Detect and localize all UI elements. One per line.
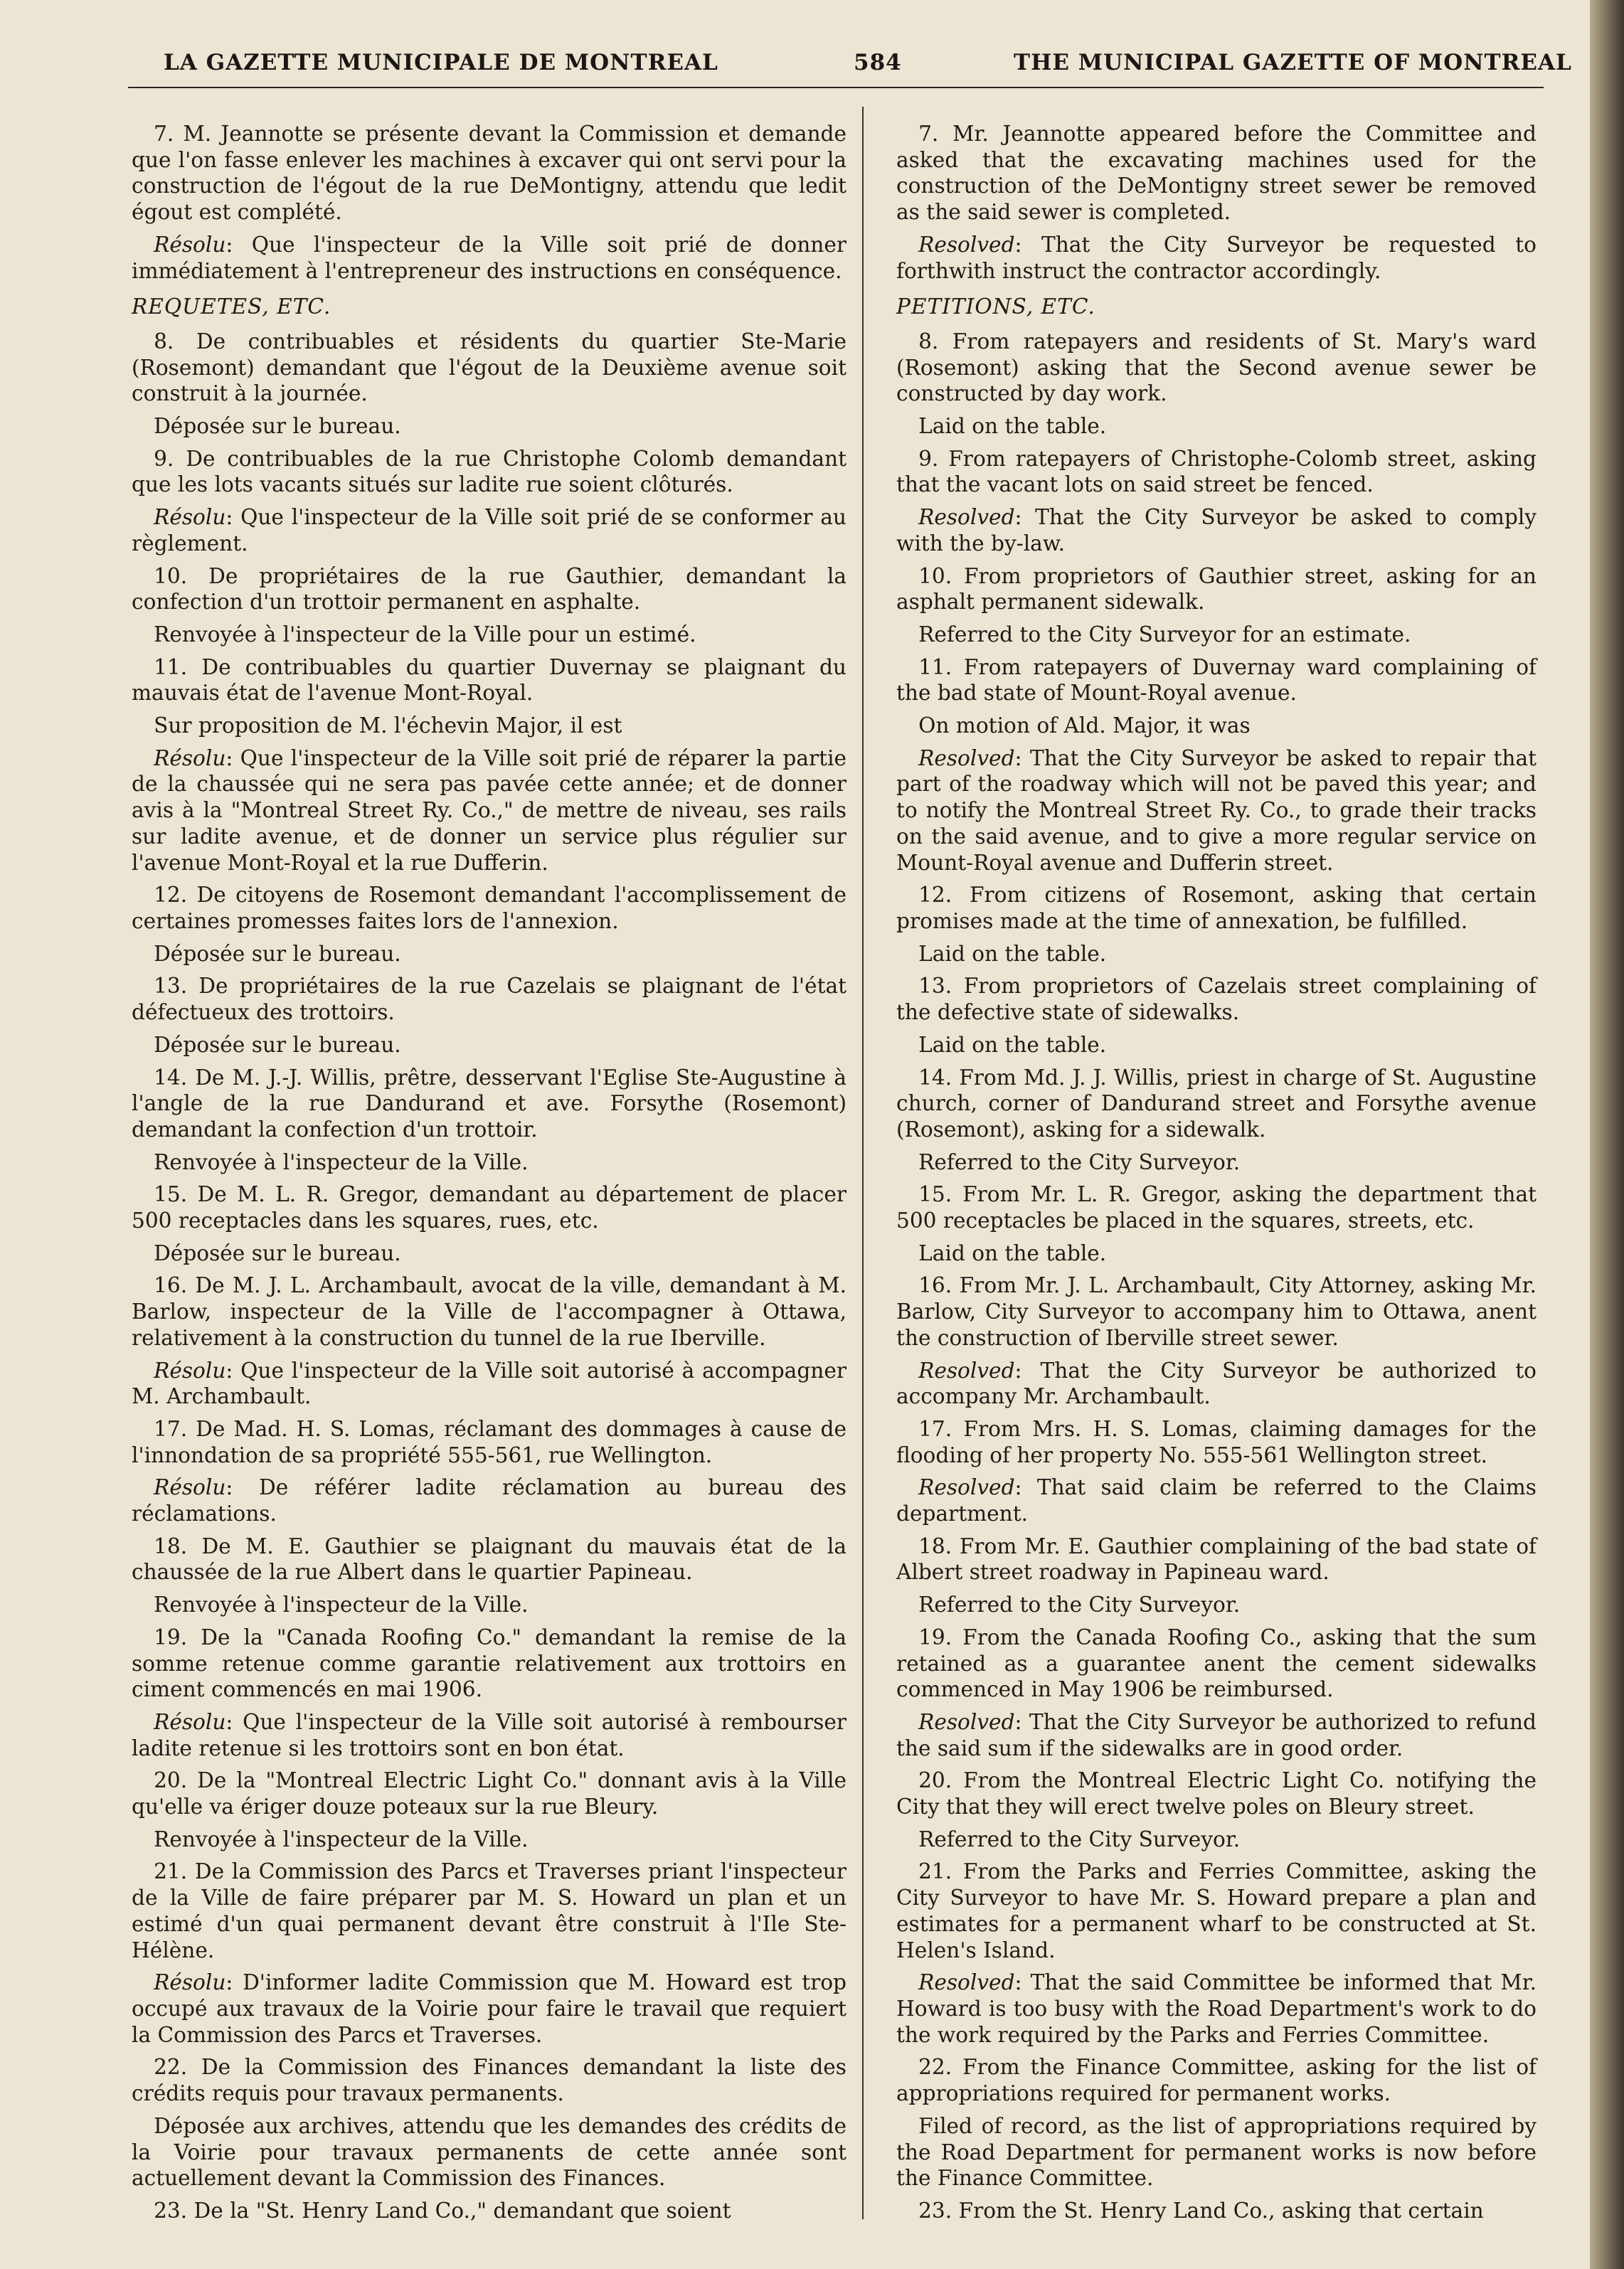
en-item-10: 10. From proprietors of Gauthier street, asking for an asphalt permanent sidewalk.: [896, 563, 1537, 615]
fr-item-9: 9. De contribuables de la rue Christophe Colomb demandant que les lots vacants situés sur ladite rue soient clôturés.: [132, 446, 847, 497]
resolution-label: Resolved: [918, 1970, 1015, 1995]
fr-item-7-resolution: [132, 232, 847, 284]
fr-item-22: 22. De la Commission des Finances demandant la liste des crédits requis pour travaux permanents.: [132, 2055, 847, 2106]
fr-item-8-action: Déposée sur le bureau.: [154, 414, 401, 439]
resolution-text: : D'informer ladite Commission que M. Howard est trop occupé aux travaux de la Voirie pour faire le travail que requiert la Commission des Parcs et Traverses.: [132, 1970, 847, 2047]
en-item-13: 13. From proprietors of Cazelais street complaining of the defective state of sidewalks.: [896, 974, 1537, 1025]
fr-item-12: 12. De citoyens de Rosemont demandant l'accomplissement de certaines promesses faites lors de l'annexion.: [132, 883, 847, 933]
en-item-18-action: Referred to the City Surveyor.: [918, 1593, 1241, 1617]
fr-item-15-action: Déposée sur le bureau.: [154, 1240, 401, 1265]
en-item-19-resolution: [896, 1709, 1537, 1761]
fr-item-10-action: Renvoyée à l'inspecteur de la Ville pour un estimé.: [154, 622, 696, 647]
column-divider: [862, 107, 864, 2219]
resolution-text: : That the City Surveyor be authorized to accompany Mr. Archambault.: [896, 1358, 1537, 1409]
en-item-15-action: Laid on the table.: [918, 1240, 1107, 1265]
en-item-22: 22. From the Finance Committee, asking for the list of appropriations required for permanent works.: [896, 2055, 1537, 2106]
fr-item-13-action: Déposée sur le bureau.: [154, 1032, 401, 1057]
french-column: [132, 121, 847, 2231]
en-item-9: 9. From ratepayers of Christophe-Colomb street, asking that the vacant lots on said street be fenced.: [896, 446, 1537, 497]
resolution-text: : That the said Committee be informed that Mr. Howard is too busy with the Road Department's work to do the work required by the Parks and Ferries Committee.: [896, 1970, 1537, 2047]
header-french-title: LA GAZETTE MUNICIPALE DE MONTREAL: [164, 50, 718, 75]
en-item-16: 16. From Mr. J. L. Archambault, City Attorney, asking Mr. Barlow, City Surveyor to accompany him to Ottawa, anent the construction of Iberville street sewer.: [896, 1273, 1537, 1350]
en-item-17: 17. From Mrs. H. S. Lomas, claiming damages for the flooding of her property No. 555-561 Wellington street.: [896, 1416, 1537, 1467]
resolution-text: : That said claim be referred to the Claims department.: [896, 1475, 1537, 1526]
fr-item-19-resolution: [132, 1709, 847, 1761]
fr-item-13: 13. De propriétaires de la rue Cazelais se plaignant de l'état défectueux des trottoirs.: [132, 974, 847, 1025]
resolution-label: Résolu: [154, 505, 226, 530]
resolution-text: : Que l'inspecteur de la Ville soit autorisé à accompagner M. Archambault.: [132, 1358, 847, 1409]
resolution-label: Résolu: [154, 1358, 226, 1383]
fr-item-14-action: Renvoyée à l'inspecteur de la Ville.: [154, 1149, 529, 1174]
en-item-10-action: Referred to the City Surveyor for an estimate.: [918, 622, 1411, 647]
resolution-label: Résolu: [154, 1709, 226, 1734]
fr-item-11-resolution: [132, 745, 847, 876]
header-rule: [128, 87, 1544, 88]
en-item-16-resolution: [896, 1358, 1537, 1410]
resolution-label: Resolved: [918, 1709, 1015, 1734]
fr-item-9-resolution: [132, 504, 847, 556]
en-item-21: 21. From the Parks and Ferries Committee, asking the City Surveyor to have Mr. S. Howard prepare a plan and estimates for a permanent wharf to be constructed at St. Helen's Island.: [896, 1859, 1537, 1962]
fr-item-12-action: Déposée sur le bureau.: [154, 941, 401, 966]
en-item-12-action: Laid on the table.: [918, 941, 1107, 966]
en-item-9-resolution: [896, 504, 1537, 556]
en-item-14: 14. From Md. J. J. Willis, priest in charge of St. Augustine church, corner of Dandurand street and Forsythe avenue (Rosemont), asking for a sidewalk.: [896, 1065, 1537, 1142]
fr-item-14: 14. De M. J.-J. Willis, prêtre, desservant l'Eglise Ste-Augustine à l'angle de la rue Dandurand et ave. Forsythe (Rosemont) demandant la confection d'un trottoir.: [132, 1065, 847, 1142]
en-item-8: 8. From ratepayers and residents of St. Mary's ward (Rosemont) asking that the Second avenue sewer be constructed by day work.: [896, 329, 1537, 406]
en-item-18: 18. From Mr. E. Gauthier complaining of the bad state of Albert street roadway in Papineau ward.: [896, 1534, 1537, 1585]
en-item-14-action: Referred to the City Surveyor.: [918, 1149, 1241, 1174]
fr-item-23: 23. De la "St. Henry Land Co.," demandant que soient: [154, 2198, 731, 2223]
resolution-label: Resolved: [918, 232, 1015, 257]
resolution-label: Resolved: [918, 505, 1015, 530]
fr-item-8: 8. De contribuables et résidents du quartier Ste-Marie (Rosemont) demandant que l'égout de la Deuxième avenue soit construit à la journée.: [132, 329, 847, 406]
resolution-label: Résolu: [154, 232, 226, 257]
resolution-text: : De référer ladite réclamation au bureau des réclamations.: [132, 1475, 847, 1526]
resolution-text: : That the City Surveyor be authorized to refund the said sum if the sidewalks are in good order.: [896, 1709, 1537, 1760]
page-number: 584: [854, 50, 902, 75]
resolution-label: Résolu: [154, 1475, 226, 1500]
en-item-11-resolution: [896, 745, 1537, 876]
resolution-text: : Que l'inspecteur de la Ville soit prié de se conformer au règlement.: [132, 505, 847, 556]
fr-item-11-motion: Sur proposition de M. l'échevin Major, il est: [154, 713, 622, 738]
resolution-text: : Que l'inspecteur de la Ville soit autorisé à rembourser ladite retenue si les trottoirs sont en bon état.: [132, 1709, 847, 1760]
resolution-text: : That the City Surveyor be asked to repair that part of the roadway which will not be paved this year; and to notify the Montreal Street Ry. Co., to grade their tracks on the said avenue, and to give a more regular service on Mount-Royal avenue and Dufferin street.: [896, 745, 1537, 875]
fr-item-21: 21. De la Commission des Parcs et Traverses priant l'inspecteur de la Ville de faire préparer par M. S. Howard un plan et un estimé d'un quai permanent devant être construit à l'Ile Ste-Hélène.: [132, 1859, 847, 1962]
fr-item-16-resolution: [132, 1358, 847, 1410]
fr-section-heading: REQUETES, ETC.: [132, 294, 331, 319]
fr-item-20: 20. De la "Montreal Electric Light Co." donnant avis à la Ville qu'elle va ériger douze poteaux sur la rue Bleury.: [132, 1768, 847, 1819]
binding-spine: [1590, 0, 1624, 2269]
resolution-label: Résolu: [154, 1970, 226, 1995]
fr-item-17: 17. De Mad. H. S. Lomas, réclamant des dommages à cause de l'innondation de sa propriété 555-561, rue Wellington.: [132, 1416, 847, 1467]
fr-item-10: 10. De propriétaires de la rue Gauthier, demandant la confection d'un trottoir permanent en asphalte.: [132, 563, 847, 615]
en-item-21-resolution: [896, 1970, 1537, 2048]
en-item-7: 7. Mr. Jeannotte appeared before the Committee and asked that the excavating machines used for the construction of the DeMontigny street sewer be removed as the said sewer is completed.: [896, 122, 1537, 225]
resolution-label: Resolved: [918, 745, 1015, 770]
en-item-11-motion: On motion of Ald. Major, it was: [918, 713, 1251, 738]
fr-item-15: 15. De M. L. R. Gregor, demandant au département de placer 500 receptacles dans les squares, rues, etc.: [132, 1182, 847, 1233]
en-item-20-action: Referred to the City Surveyor.: [918, 1827, 1241, 1851]
fr-item-17-resolution: [132, 1474, 847, 1526]
resolution-label: Resolved: [918, 1358, 1015, 1383]
header-english-title: THE MUNICIPAL GAZETTE OF MONTREAL: [1014, 50, 1572, 75]
fr-item-21-resolution: [132, 1970, 847, 2048]
en-section-heading: PETITIONS, ETC.: [896, 294, 1095, 319]
resolution-label: Resolved: [918, 1475, 1015, 1500]
resolution-text: : That the City Surveyor be requested to forthwith instruct the contractor accordingly.: [896, 232, 1537, 283]
fr-item-19: 19. De la "Canada Roofing Co." demandant la remise de la somme retenue comme garantie relativement aux trottoirs en ciment commencés en mai 1906.: [132, 1625, 847, 1702]
resolution-text: : Que l'inspecteur de la Ville soit prié de réparer la partie de la chaussée qui ne sera pas pavée cette année; et de donner avis à la "Montreal Street Ry. Co.," de mettre de niveau, ses rails sur ladite avenue, et de donner un service plus régulier sur l'avenue Mont-Royal et la rue Dufferin.: [132, 745, 847, 875]
resolution-text: : That the City Surveyor be asked to comply with the by-law.: [896, 505, 1537, 556]
fr-item-18: 18. De M. E. Gauthier se plaignant du mauvais état de la chaussée de la rue Albert dans le quartier Papineau.: [132, 1534, 847, 1585]
fr-item-22-action: Déposée aux archives, attendu que les demandes des crédits de la Voirie pour travaux permanents de cette année sont actuellement devant la Commission des Finances.: [132, 2113, 847, 2191]
resolution-text: : Que l'inspecteur de la Ville soit prié de donner immédiatement à l'entrepreneur des instructions en conséquence.: [132, 232, 847, 283]
en-item-13-action: Laid on the table.: [918, 1032, 1107, 1057]
fr-item-20-action: Renvoyée à l'inspecteur de la Ville.: [154, 1827, 529, 1851]
en-item-22-action: Filed of record, as the list of appropriations required by the Road Department for permanent works is now before the Finance Committee.: [896, 2113, 1537, 2191]
en-item-7-resolution: [896, 232, 1537, 284]
en-item-17-resolution: [896, 1474, 1537, 1526]
en-item-15: 15. From Mr. L. R. Gregor, asking the department that 500 receptacles be placed in the squares, streets, etc.: [896, 1182, 1537, 1233]
fr-item-11: 11. De contribuables du quartier Duvernay se plaignant du mauvais état de l'avenue Mont-Royal.: [132, 654, 847, 706]
en-item-8-action: Laid on the table.: [918, 414, 1107, 439]
fr-item-16: 16. De M. J. L. Archambault, avocat de la ville, demandant à M. Barlow, inspecteur de la Ville de l'accompagner à Ottawa, relativement à la construction du tunnel de la rue Iberville.: [132, 1273, 847, 1350]
fr-item-18-action: Renvoyée à l'inspecteur de la Ville.: [154, 1593, 529, 1617]
en-item-19: 19. From the Canada Roofing Co., asking that the sum retained as a guarantee anent the cement sidewalks commenced in May 1906 be reimbursed.: [896, 1625, 1537, 1702]
en-item-11: 11. From ratepayers of Duvernay ward complaining of the bad state of Mount-Royal avenue.: [896, 654, 1537, 706]
fr-item-7: 7. M. Jeannotte se présente devant la Commission et demande que l'on fasse enlever les machines à excaver qui ont servi pour la construction de l'égout de la rue DeMontigny, attendu que ledit égout est complété.: [132, 122, 847, 225]
resolution-label: Résolu: [154, 745, 226, 770]
page-header: [164, 50, 1572, 85]
en-item-20: 20. From the Montreal Electric Light Co. notifying the City that they will erect twelve poles on Bleury street.: [896, 1768, 1537, 1819]
english-column: [896, 121, 1537, 2231]
en-item-23: 23. From the St. Henry Land Co., asking that certain: [918, 2198, 1484, 2223]
en-item-12: 12. From citizens of Rosemont, asking that certain promises made at the time of annexation, be fulfilled.: [896, 883, 1537, 933]
